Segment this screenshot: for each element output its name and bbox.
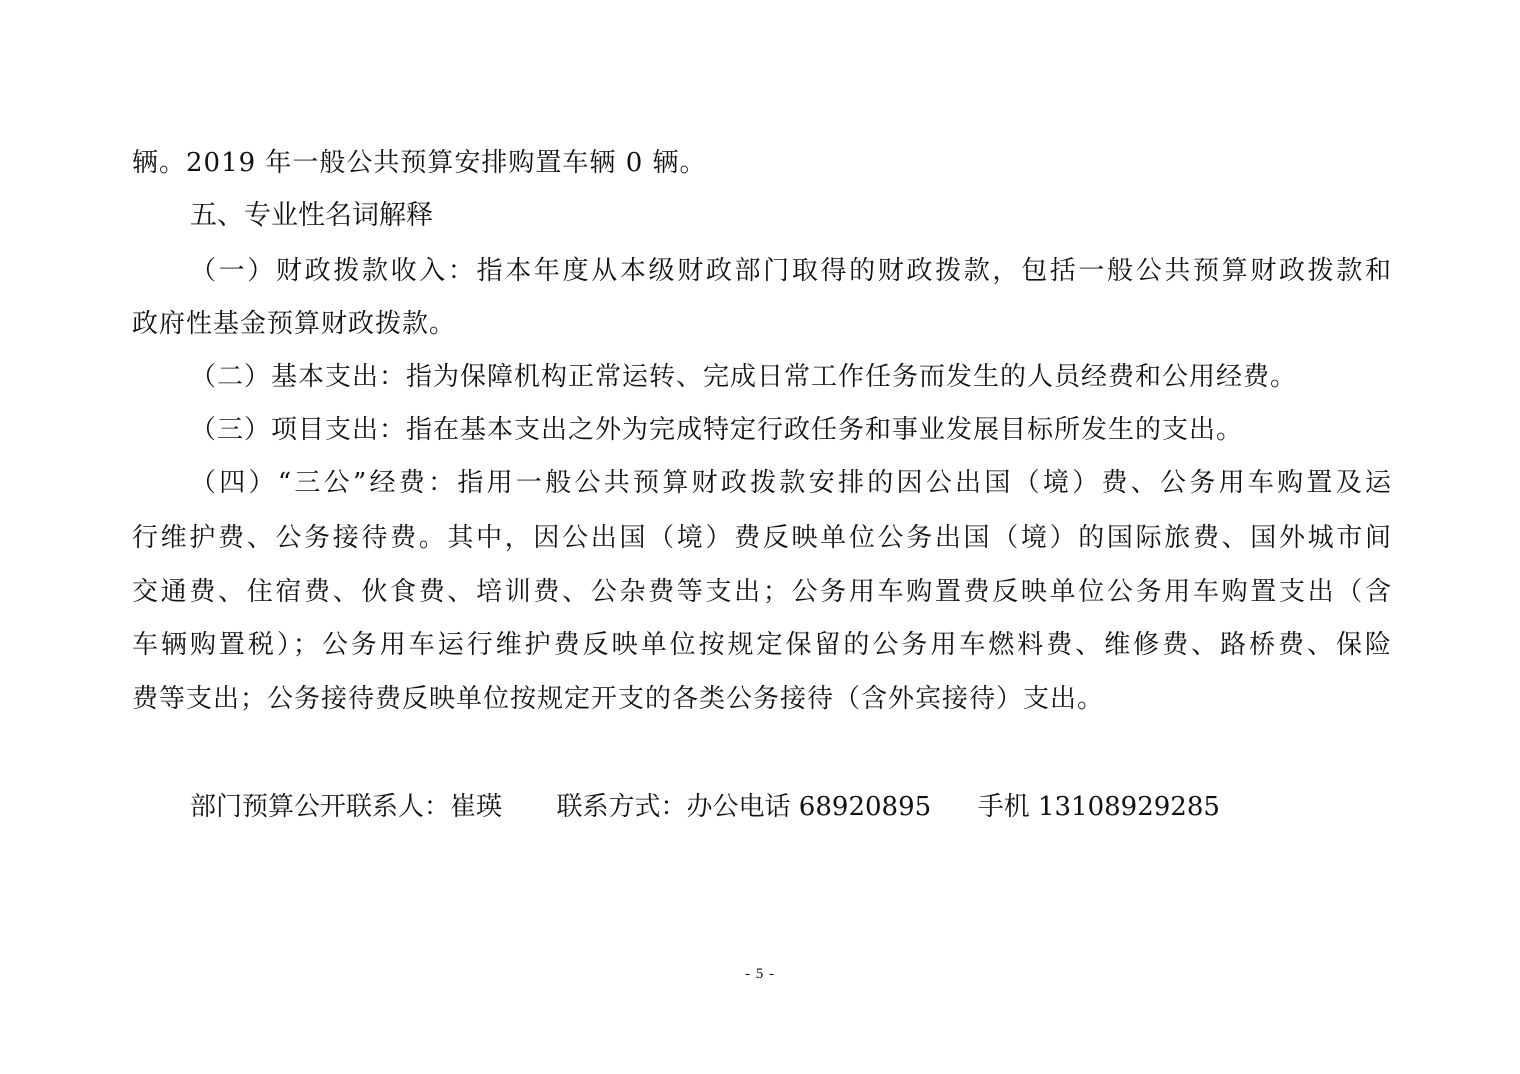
paragraph-line-vehicle-purchase: 辆。2019 年一般公共预算安排购置车辆 0 辆。 — [132, 148, 707, 178]
paragraph-three-public-line-5: 费等支出；公务接待费反映单位按规定开支的各类公务接待（含外宾接待）支出。 — [132, 684, 1105, 714]
contact-mobile-phone: 手机 13108929285 — [977, 792, 1220, 822]
contact-office-phone: 联系方式：办公电话 68920895 — [556, 792, 932, 822]
paragraph-three-public-line-1: （四）“三公”经费：指用一般公共预算财政拨款安排的因公出国（境）费、公务用车购置及运 — [190, 468, 1392, 498]
paragraph-fiscal-appropriation-line-2: 政府性基金预算财政拨款。 — [132, 309, 457, 339]
paragraph-three-public-line-2: 行维护费、公务接待费。其中，因公出国（境）费反映单位公务出国（境）的国际旅费、国外城市间 — [132, 523, 1392, 553]
paragraph-basic-expenditure: （二）基本支出：指为保障机构正常运转、完成日常工作任务而发生的人员经费和公用经费。 — [190, 362, 1298, 392]
paragraph-three-public-line-4: 车辆购置税）；公务用车运行维护费反映单位按规定保留的公务用车燃料费、维修费、路桥费、保险 — [132, 630, 1392, 660]
paragraph-three-public-line-3: 交通费、住宿费、伙食费、培训费、公杂费等支出；公务用车购置费反映单位公务用车购置支出（含 — [132, 577, 1392, 607]
section-heading-terms: 五、专业性名词解释 — [190, 200, 433, 231]
paragraph-project-expenditure: （三）项目支出：指在基本支出之外为完成特定行政任务和事业发展目标所发生的支出。 — [190, 415, 1244, 445]
contact-person: 部门预算公开联系人：崔瑛 — [190, 792, 503, 822]
paragraph-fiscal-appropriation-line-1: （一）财政拨款收入：指本年度从本级财政部门取得的财政拨款，包括一般公共预算财政拨款和 — [190, 256, 1392, 286]
page-number: - 5 - — [745, 966, 775, 982]
contact-line — [190, 792, 1220, 822]
